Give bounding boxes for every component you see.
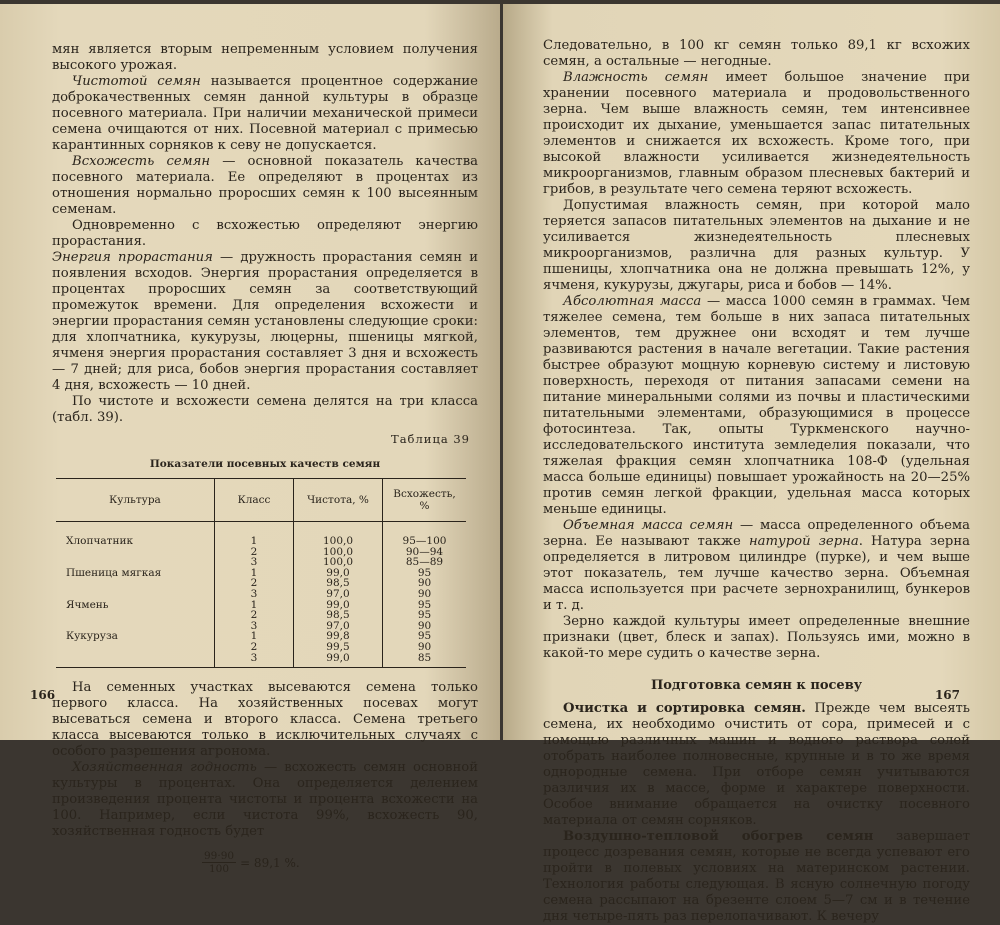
cell: 99,0 [294, 568, 383, 579]
fraction-denominator: 100 [209, 863, 230, 876]
table-title: Показатели посевных качеств семян [149, 458, 381, 470]
cell [56, 642, 215, 653]
header-class: Класс [215, 479, 294, 522]
cell: 90 [383, 578, 467, 589]
cell: 85 [383, 653, 467, 668]
term-absolute-mass: Абсолютная масса [563, 294, 702, 309]
text: — всхожесть семян основной культуры в процентах. Она определяется делением произведения процента чистоты и процента всхожести на 100. Например, если чистота 99%, всхожесть 90, хозяйственная годность будет [52, 760, 479, 840]
paragraph: По чистоте и всхожести семена делятся на три класса (табл. 39). [52, 394, 478, 425]
cell: 99,8 [294, 631, 383, 642]
section-heading: Подготовка семян к посеву [650, 678, 863, 693]
fraction-numerator: 99·90 [204, 850, 235, 863]
fraction [202, 850, 236, 875]
term-cleaning: Очистка и сортировка семян. [563, 701, 806, 716]
paragraph-usefulness [52, 760, 478, 840]
cell: 100,0 [294, 522, 383, 547]
cell: 99,0 [294, 653, 383, 668]
paragraph-heating [543, 829, 970, 925]
cell [56, 547, 215, 558]
paragraph-energy [52, 250, 478, 394]
text: — основной показатель качества посевного материала. Ее определяют в процентах из отношения нормально проросших семян к 100 высеянным семенам. [52, 154, 478, 217]
term-purity: Чистотой семян [72, 74, 201, 89]
cell: Пшеница мягкая [66, 566, 162, 579]
cell: 3 [215, 653, 294, 668]
cell [56, 653, 215, 668]
table-row [56, 578, 466, 589]
cell: Ячмень [66, 598, 109, 611]
cell [56, 578, 215, 589]
cell: 1 [215, 600, 294, 611]
cell: Хлопчатник [66, 535, 134, 547]
cell: 97,0 [294, 589, 383, 600]
text: — масса определенного объема зерна. Ее называют также [543, 518, 970, 549]
term-usefulness: Хозяйственная годность [72, 760, 257, 776]
cell: 98,5 [294, 610, 383, 621]
cell: 95 [383, 568, 467, 579]
cell: 97,0 [294, 621, 383, 632]
cell: 95 [383, 610, 467, 621]
cell: 1 [215, 522, 294, 547]
table-row [56, 653, 466, 668]
header-germination: Всхожесть, % [383, 479, 467, 522]
text: называется процентное содержание доброкачественных семян данной культуры в образце посевного материала. При наличии механической примеси семена очищаются от них. Посевной материал с примесью карантинных сорняков к севу не допускается. [52, 74, 478, 153]
cell: 100,0 [294, 557, 383, 568]
cell [56, 589, 215, 600]
text: — дружность прорастания семян и появления всходов. Энергия прорастания определяется в процентах проросших семян за соответствующий промежуток времени. Для определения всхожести и энергии прорастания семян установлены следующие сроки: для хлопчатника, кукурузы, люцерны, пшеницы мягкой, ячменя энергия прорастания составляет 3 дня и всхожесть — 7 дней; для риса, бобов энергия прорастания составляет 4 дня, всхожесть — 10 дней. [52, 250, 479, 393]
paragraph: Зерно каждой культуры имеет определенные внешние признаки (цвет, блеск и запах). Пользуясь ими, можно в какой-то мере судить о качестве зерна. [543, 614, 970, 661]
cell: 95—100 [383, 522, 467, 547]
table-row [56, 589, 466, 600]
formula-result: = 89,1 %. [240, 855, 300, 870]
cell: 3 [215, 589, 294, 600]
text: Прежде чем высеять семена, их необходимо очистить от сора, примесей и с помощью различных машин и водного раствора солей отобрать наиболее полновесные, крупные и в то же время однородные семена. При отборе семян учитываются различия их в массе, форме и характере поверхности. Особое внимание обращается на очистку посевного материала от семян сорняков. [543, 701, 970, 828]
paragraph-purity [52, 74, 478, 154]
page-number-left: 166 [30, 688, 56, 702]
formula [202, 850, 478, 875]
paragraph-absolute-mass [543, 294, 970, 518]
cell: 1 [215, 631, 294, 642]
table-header-row [56, 479, 466, 522]
paragraph: На семенных участках высеваются семена только первого класса. На хозяйственных посевах могут высеваться семена и второго класса. Семена третьего класса высеваются только в исключительных случаях с особого разрешения агронома. [52, 680, 478, 760]
cell: 90 [383, 589, 467, 600]
cell: 1 [215, 568, 294, 579]
cell: 3 [215, 557, 294, 568]
cell: 98,5 [294, 578, 383, 589]
paragraph-cleaning [543, 701, 970, 829]
seed-quality-table [56, 478, 466, 668]
table-row [56, 631, 466, 642]
cell: 90 [383, 642, 467, 653]
table-row [56, 642, 466, 653]
page-number-right: 167 [934, 688, 960, 702]
paragraph-germination [52, 154, 478, 218]
term-energy: Энергия прорастания [52, 250, 213, 265]
table-row [56, 610, 466, 621]
table-row [56, 547, 466, 558]
term-heating: Воздушно-тепловой обогрев семян [563, 829, 874, 844]
cell: 90—94 [383, 547, 467, 558]
cell: 95 [383, 600, 467, 611]
cell: 90 [383, 621, 467, 632]
cell: 95 [383, 631, 467, 642]
text: — масса 1000 семян в граммах. Чем тяжелее семена, тем больше в них запаса питательных элементов, тем дружнее они всходят и тем лучше развиваются растения в начале вегетации. Такие растения быстрее образуют мощную корневую систему и листовую поверхность, переходя от питания запасами семени на питание минеральными солями из почвы и пластическими питательными элементами, образующимися в процессе фотосинтеза. Так, опыты Туркменского научно-исследовательского института земледелия показали, что тяжелая фракция семян хлопчатника 108-Ф (удельная масса больше единицы) повышает урожайность на 20—25% против семян легкой фракции, удельная масса которых меньше единицы. [543, 294, 970, 517]
table-row [56, 568, 466, 579]
cell: 99,5 [294, 642, 383, 653]
text: имеет большое значение при хранении посевного материала и продовольственного зерна. Чем выше влажность семян, тем интенсивнее происходит их дыхание, уменьшается запас питательных элементов и снижается их всхожесть. Кроме того, при высокой влажности усиливается жизнедеятельность микроорганизмов, главным образом плесневых бактерий и грибов, в результате чего семена теряют всхожесть. [543, 70, 970, 197]
paragraph-volume-mass [543, 518, 970, 614]
paragraph-moisture [543, 70, 970, 198]
cell: 100,0 [294, 547, 383, 558]
header-culture: Культура [56, 479, 215, 522]
header-purity: Чистота, % [294, 479, 383, 522]
cell: 2 [215, 578, 294, 589]
table-row [56, 600, 466, 611]
cell: Кукуруза [66, 630, 118, 643]
paragraph: Одновременно с всхожестью определяют энергию прорастания. [52, 218, 478, 249]
table-row [56, 522, 466, 547]
cell: 2 [215, 547, 294, 558]
cell: 2 [215, 642, 294, 653]
term-germination: Всхожесть семян [72, 154, 211, 169]
paragraph: Следовательно, в 100 кг семян только 89,1 кг всхожих семян, а остальные — негодные. [543, 38, 970, 69]
term-volume-mass: Объемная масса семян [563, 518, 734, 533]
cell: 99,0 [294, 600, 383, 611]
text: завершает процесс дозревания семян, которые не всегда успевают его пройти в полевых условиях на материнском растении. Технология работы следующая. В ясную солнечную погоду семена рассыпают на брезенте слоем 5—7 см и в течение дня четыре-пять раз перелопачивают. К вечеру [543, 829, 971, 924]
paragraph: мян является вторым непременным условием получения высокого урожая. [52, 42, 478, 73]
table-number: Таблица 39 [391, 432, 470, 446]
term-moisture: Влажность семян [563, 70, 709, 85]
term-grain-nature: натурой зерна [749, 534, 859, 549]
cell: 2 [215, 610, 294, 621]
text: . Натура зерна определяется в литровом цилиндре (пурке), и чем выше этот показатель, тем лучше качество зерна. Объемная масса используется при расчете зернохранилищ, бункеров и т. д. [543, 534, 970, 613]
cell: 3 [215, 621, 294, 632]
paragraph: Допустимая влажность семян, при которой мало теряется запасов питательных элементов на дыхание и не усиливается жизнедеятельность плесневых микроорганизмов, различна для разных культур. У пшеницы, хлопчатника она не должна превышать 12%, у ячменя, кукурузы, джугары, риса и бобов — 14%. [543, 198, 970, 293]
cell: 85—89 [383, 557, 467, 568]
right-page [503, 4, 1000, 924]
cell [56, 610, 215, 621]
